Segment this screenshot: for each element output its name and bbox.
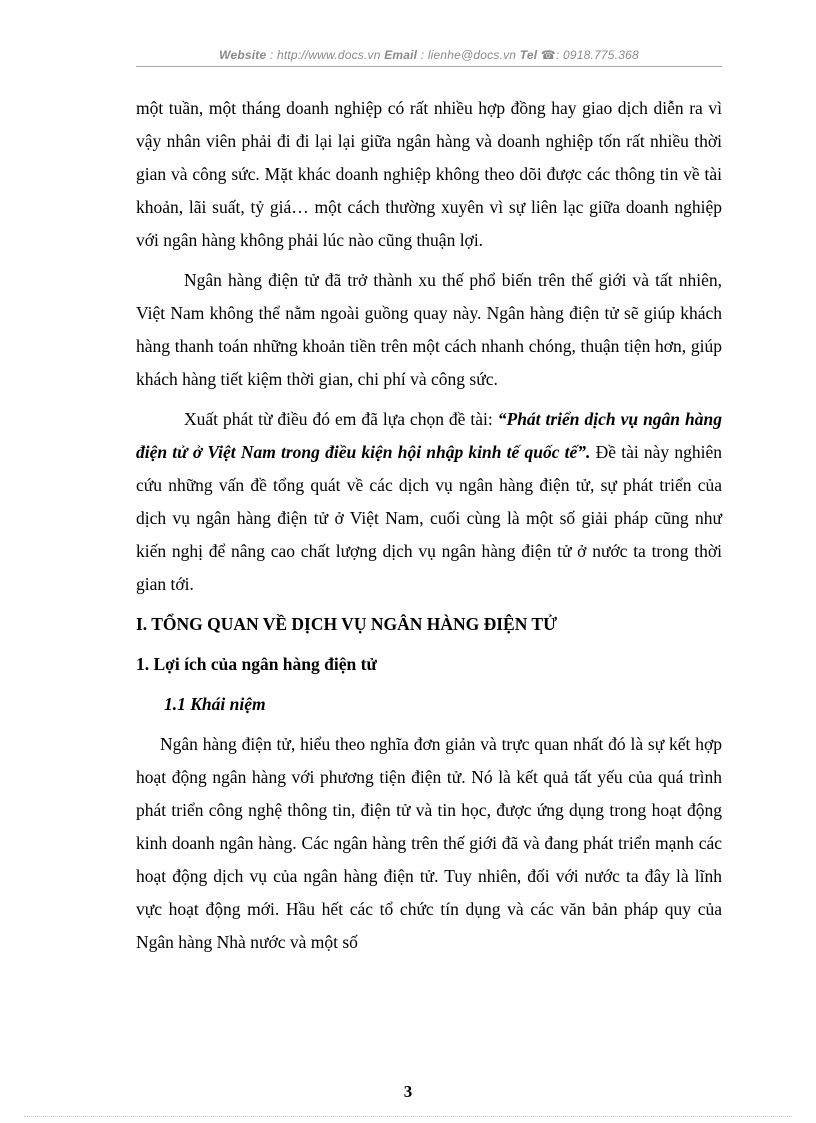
- paragraph-3: [136, 403, 722, 601]
- page-number: 3: [403, 1082, 413, 1101]
- subsubsection-heading: 1.1 Khái niệm: [164, 694, 266, 714]
- paragraph-1: một tuần, một tháng doanh nghiệp có rất nhiều hợp đồng hay giao dịch diễn ra vì vậy nhân viên phải đi đi lại lại giữa ngân hàng và doanh nghiệp tốn rất nhiều thời gian và công sức. Mặt khác doanh nghiệp không theo dõi được các thông tin về tài khoản, lãi suất, tỷ giá… một cách thường xuyên vì sự liên lạc giữa doanh nghiệp với ngân hàng không phải lúc nào cũng thuận lợi.: [136, 98, 722, 250]
- website-value: : http://www.docs.vn: [269, 48, 381, 62]
- header-divider: [136, 66, 722, 67]
- subsection-heading: 1. Lợi ích của ngân hàng điện tử: [136, 654, 377, 674]
- topic-title: “Phát triển dịch vụ ngân hàng điện tử ở Việt Nam trong điều kiện hội nhập kinh tế quốc tế”.: [136, 409, 722, 462]
- document-body: [136, 92, 722, 966]
- footer-divider: [24, 1116, 792, 1117]
- website-label: Website: [219, 48, 267, 62]
- paragraph-3-rest: Đề tài này nghiên cứu những vấn đề tổng quát về các dịch vụ ngân hàng điện tử, sự phát triển của dịch vụ ngân hàng điện tử ở Việt Nam, cuối cùng là một số giải pháp cũng như kiến nghị để nâng cao chất lượng dịch vụ ngân hàng điện tử ở nước ta trong thời gian tới.: [136, 442, 722, 594]
- paragraph-4: Ngân hàng điện tử, hiểu theo nghĩa đơn giản và trực quan nhất đó là sự kết hợp hoạt động ngân hàng với phương tiện điện tử. Nó là kết quả tất yếu của quá trình phát triển công nghệ thông tin, điện tử và tin học, được ứng dụng trong hoạt động kinh doanh ngân hàng. Các ngân hàng trên thế giới đã và đang phát triển mạnh các hoạt động dịch vụ của ngân hàng điện tử. Tuy nhiên, đối với nước ta đây là lĩnh vực hoạt động mới. Hầu hết các tổ chức tín dụng và các văn bản pháp quy của Ngân hàng Nhà nước và một số: [136, 734, 722, 952]
- tel-label: Tel: [519, 48, 538, 62]
- phone-icon: ☎: [540, 48, 556, 62]
- paragraph-2: Ngân hàng điện tử đã trở thành xu thế phổ biến trên thế giới và tất nhiên, Việt Nam không thể nằm ngoài guồng quay này. Ngân hàng điện tử sẽ giúp khách hàng thanh toán những khoản tiền trên một cách nhanh chóng, thuận tiện hơn, giúp khách hàng tiết kiệm thời gian, chi phí và công sức.: [136, 270, 722, 389]
- email-label: Email: [384, 48, 418, 62]
- page-header: [136, 48, 722, 62]
- email-value: : lienhe@docs.vn: [420, 48, 517, 62]
- tel-value: : 0918.775.368: [555, 48, 639, 62]
- section-heading: I. TỔNG QUAN VỀ DỊCH VỤ NGÂN HÀNG ĐIỆN TỬ: [136, 614, 558, 634]
- paragraph-3-intro: Xuất phát từ điều đó em đã lựa chọn đề tài:: [184, 409, 498, 429]
